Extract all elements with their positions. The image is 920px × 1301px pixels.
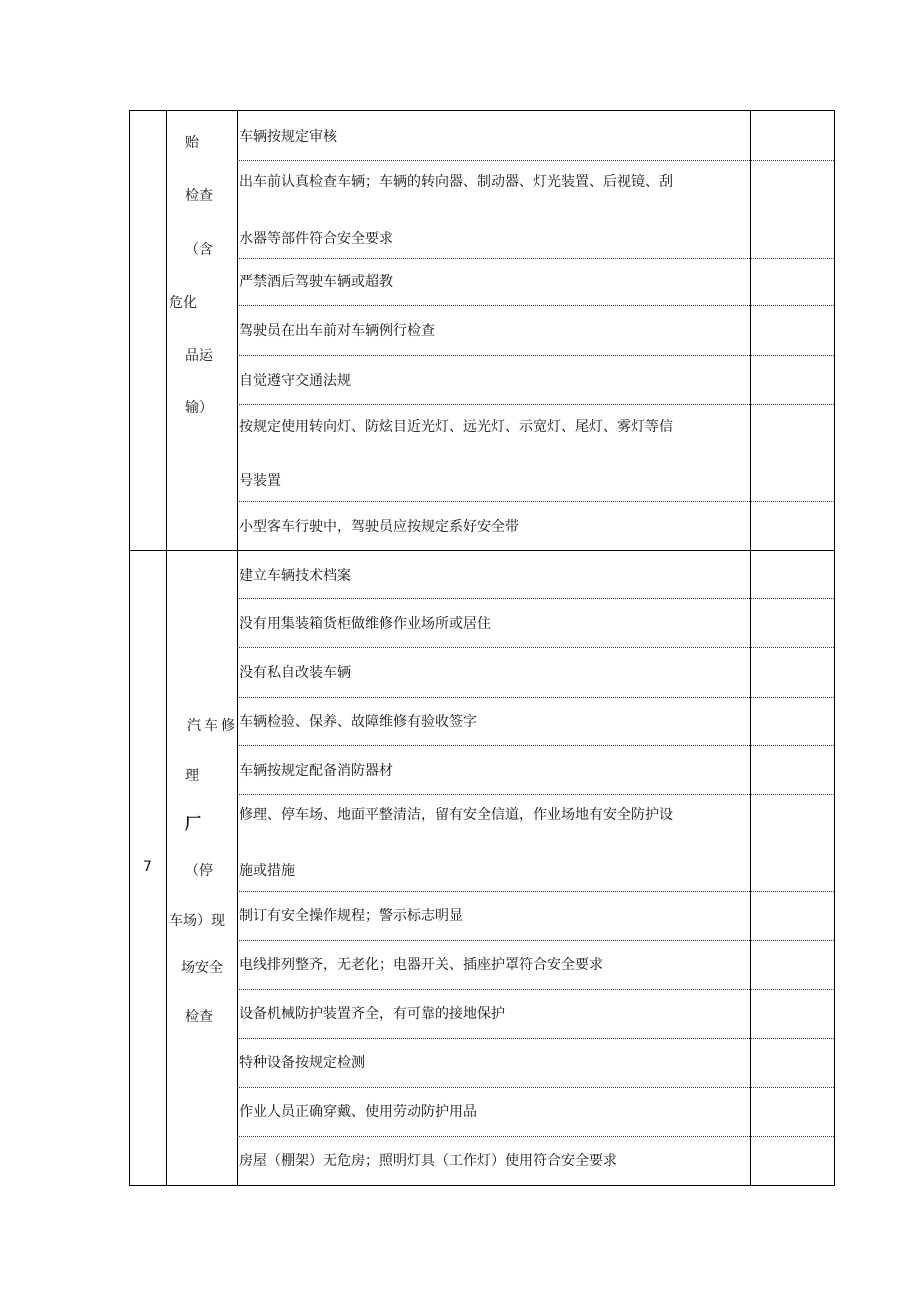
check-item: 车辆按规定配备消防器材 <box>239 763 393 779</box>
category-line: 品运 <box>185 348 213 364</box>
check-item: 作业人员正确穿戴、使用劳动防护用品 <box>239 1104 477 1120</box>
row-divider <box>237 745 834 746</box>
row-divider <box>237 160 834 161</box>
category-line: 危化 <box>169 295 197 311</box>
check-item: 车辆按规定审核 <box>239 129 337 145</box>
check-item: 严禁酒后驾驶车辆或超教 <box>239 274 393 290</box>
category-line: 检查 <box>185 1009 213 1025</box>
row-divider <box>237 501 834 502</box>
row-divider <box>237 1038 834 1039</box>
check-item: 出车前认真检查车辆；车辆的转向器、制动器、灯光装置、后视镜、刮 <box>239 174 673 190</box>
check-item: 房屋（棚架）无危房；照明灯具（工作灯）使用符合安全要求 <box>239 1153 617 1169</box>
check-item: 特种设备按规定检测 <box>239 1055 365 1071</box>
category-line: 贻 <box>185 135 199 151</box>
category-line: 厂 <box>185 814 202 833</box>
category-line: 汽车修 <box>187 718 238 734</box>
row-divider <box>237 598 834 599</box>
row-divider <box>237 697 834 698</box>
row-divider <box>237 404 834 405</box>
row-divider <box>237 355 834 356</box>
section-divider <box>129 550 835 551</box>
check-item: 自觉遵守交通法规 <box>239 373 351 389</box>
table-border-bottom <box>129 1185 835 1186</box>
category-line: 理 <box>185 768 199 784</box>
check-item: 建立车辆技术档案 <box>239 568 351 584</box>
row-divider <box>237 891 834 892</box>
category-line: 检查 <box>185 188 213 204</box>
row-divider <box>237 305 834 306</box>
check-item: 没有用集装箱货柜做维修作业场所或居住 <box>239 616 491 632</box>
check-item: 驾驶员在出车前对车辆例行检查 <box>239 323 435 339</box>
check-item: 施或措施 <box>239 863 295 879</box>
table-border-top <box>129 110 835 111</box>
row-divider <box>237 794 834 795</box>
category-line: （停 <box>185 863 213 879</box>
check-item: 没有私自改装车辆 <box>239 665 351 681</box>
check-item: 制订有安全操作规程；警示标志明显 <box>239 908 463 924</box>
check-item: 水器等部件符合安全要求 <box>239 231 393 247</box>
row-divider <box>237 989 834 990</box>
check-item: 车辆检验、保养、故障维修有验收签字 <box>239 714 477 730</box>
check-item: 小型客车行驶中，驾驶员应按规定系好安全带 <box>239 519 519 535</box>
row-divider <box>237 1087 834 1088</box>
check-item: 设备机械防护装置齐全，有可靠的接地保护 <box>239 1006 505 1022</box>
category-line: （含 <box>185 242 213 258</box>
row-divider <box>237 1136 834 1137</box>
check-item: 电线排列整齐，无老化；电器开关、插座护罩符合安全要求 <box>239 957 603 973</box>
column-divider-result <box>750 110 751 1186</box>
category-line: 车场）现 <box>169 913 225 929</box>
section-number: 7 <box>143 859 152 875</box>
category-line: 场安全 <box>181 960 223 976</box>
row-divider <box>237 647 834 648</box>
table-border-right <box>834 110 835 1186</box>
check-item: 号装置 <box>239 473 281 489</box>
category-line: 输） <box>185 400 213 416</box>
column-divider-number <box>166 110 167 1186</box>
check-item: 修理、停车场、地面平整清洁，留有安全信道，作业场地有安全防护设 <box>239 807 673 823</box>
row-divider <box>237 258 834 259</box>
check-item: 按规定使用转向灯、防炫目近光灯、远光灯、示宽灯、尾灯、雾灯等信 <box>239 419 673 435</box>
table-border-left <box>129 110 130 1186</box>
column-divider-category <box>237 110 238 1186</box>
row-divider <box>237 940 834 941</box>
